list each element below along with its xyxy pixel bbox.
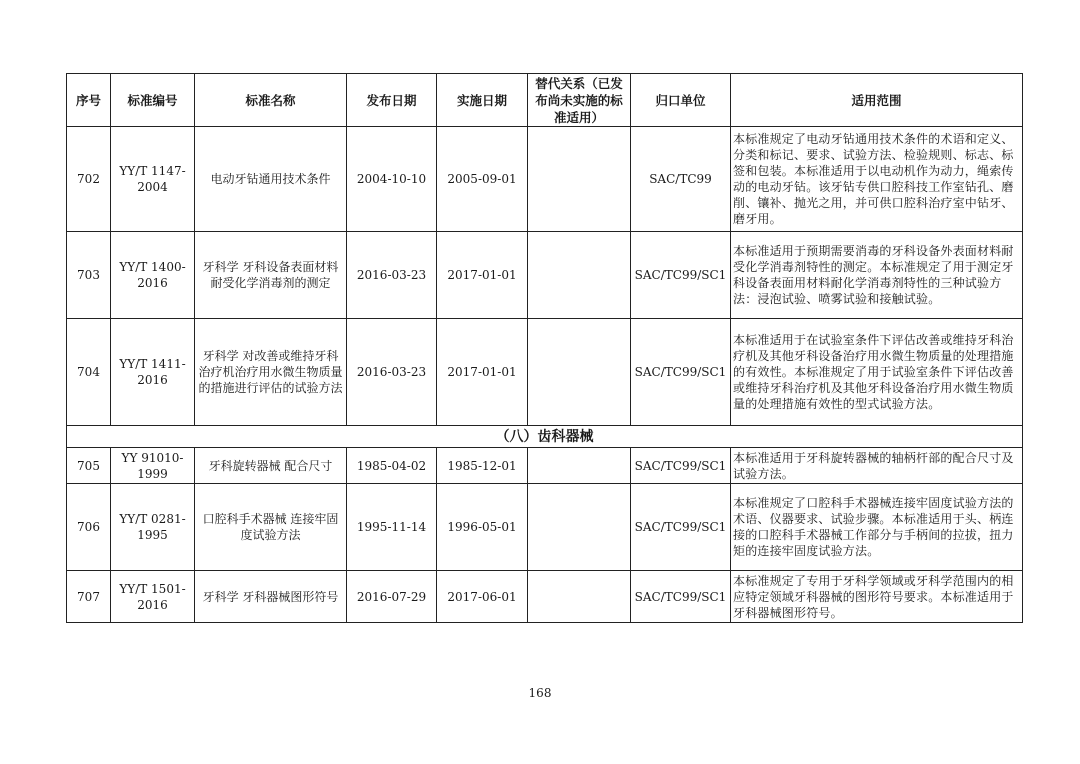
table-row (67, 484, 1023, 571)
cell-name: 牙科学 牙科设备表面材料 耐受化学消毒剂的测定 (195, 232, 347, 319)
cell-code: YY/T 1411-2016 (111, 319, 195, 426)
table-row (67, 127, 1023, 232)
cell-code: YY/T 1400-2016 (111, 232, 195, 319)
cell-scope: 本标准适用于在试验室条件下评估改善或维持牙科治疗机及其他牙科设备治疗用水微生物质量的处理措施的有效性。本标准规定了用于试验室条件下评估改善或维持牙科治疗机及其他牙科设备治疗用水微生物质量的处理措施有效性的型式试验方法。 (731, 319, 1023, 426)
cell-impl-date: 2017-01-01 (437, 232, 528, 319)
header-name: 标准名称 (195, 74, 347, 127)
cell-no: 703 (67, 232, 111, 319)
cell-scope: 本标准规定了专用于牙科学领域或牙科学范围内的相应特定领域牙科器械的图形符号要求。本标准适用于牙科器械图形符号。 (731, 571, 1023, 623)
table-row (67, 232, 1023, 319)
cell-impl-date: 2017-06-01 (437, 571, 528, 623)
header-impl-date: 实施日期 (437, 74, 528, 127)
cell-pub-date: 1985-04-02 (347, 448, 437, 484)
page-number: 168 (528, 686, 552, 700)
cell-pub-date: 1995-11-14 (347, 484, 437, 571)
cell-name: 口腔科手术器械 连接牢固度试验方法 (195, 484, 347, 571)
cell-unit: SAC/TC99 (631, 127, 731, 232)
cell-code: YY 91010-1999 (111, 448, 195, 484)
cell-pub-date: 2016-07-29 (347, 571, 437, 623)
cell-no: 705 (67, 448, 111, 484)
header-pub-date: 发布日期 (347, 74, 437, 127)
cell-name: 牙科学 对改善或维持牙科治疗机治疗用水微生物质量的措施进行评估的试验方法 (195, 319, 347, 426)
cell-no: 706 (67, 484, 111, 571)
cell-unit: SAC/TC99/SC1 (631, 319, 731, 426)
cell-code: YY/T 0281-1995 (111, 484, 195, 571)
cell-scope: 本标准规定了口腔科手术器械连接牢固度试验方法的术语、仪器要求、试验步骤。本标准适用于头、柄连接的口腔科手术器械工作部分与手柄间的拉拔，扭力矩的连接牢固度试验方法。 (731, 484, 1023, 571)
cell-name: 牙科旋转器械 配合尺寸 (195, 448, 347, 484)
header-scope: 适用范围 (731, 74, 1023, 127)
cell-replace (528, 232, 631, 319)
cell-unit: SAC/TC99/SC1 (631, 232, 731, 319)
cell-no: 702 (67, 127, 111, 232)
cell-no: 707 (67, 571, 111, 623)
cell-scope: 本标准适用于预期需要消毒的牙科设备外表面材料耐受化学消毒剂特性的测定。本标准规定了用于测定牙科设备表面用材料耐化学消毒剂特性的三种试验方法：浸泡试验、喷雾试验和接触试验。 (731, 232, 1023, 319)
section-row (67, 426, 1023, 448)
cell-impl-date: 2017-01-01 (437, 319, 528, 426)
cell-replace (528, 484, 631, 571)
cell-impl-date: 1985-12-01 (437, 448, 528, 484)
cell-replace (528, 571, 631, 623)
table-row (67, 571, 1023, 623)
cell-unit: SAC/TC99/SC1 (631, 448, 731, 484)
cell-no: 704 (67, 319, 111, 426)
cell-code: YY/T 1501-2016 (111, 571, 195, 623)
cell-replace (528, 127, 631, 232)
cell-replace (528, 448, 631, 484)
cell-name: 电动牙钻通用技术条件 (195, 127, 347, 232)
cell-pub-date: 2004-10-10 (347, 127, 437, 232)
table-row (67, 319, 1023, 426)
section-title: （八）齿科器械 (67, 426, 1023, 448)
cell-impl-date: 1996-05-01 (437, 484, 528, 571)
header-no: 序号 (67, 74, 111, 127)
cell-pub-date: 2016-03-23 (347, 232, 437, 319)
cell-name: 牙科学 牙科器械图形符号 (195, 571, 347, 623)
cell-pub-date: 2016-03-23 (347, 319, 437, 426)
header-unit: 归口单位 (631, 74, 731, 127)
cell-code: YY/T 1147-2004 (111, 127, 195, 232)
cell-impl-date: 2005-09-01 (437, 127, 528, 232)
cell-unit: SAC/TC99/SC1 (631, 484, 731, 571)
header-replace: 替代关系（已发布尚未实施的标准适用） (528, 74, 631, 127)
table-header-row (67, 74, 1023, 127)
cell-replace (528, 319, 631, 426)
table-row (67, 448, 1023, 484)
header-code: 标准编号 (111, 74, 195, 127)
cell-scope: 本标准适用于牙科旋转器械的轴柄杆部的配合尺寸及试验方法。 (731, 448, 1023, 484)
standards-table (66, 73, 1023, 623)
cell-scope: 本标准规定了电动牙钻通用技术条件的术语和定义、分类和标记、要求、试验方法、检验规则、标志、标签和包装。本标准适用于以电动机作为动力，绳索传动的电动牙钻。该牙钻专供口腔科技工作室钻孔、磨削、镶补、抛光之用，并可供口腔科治疗室中钻牙、磨牙用。 (731, 127, 1023, 232)
cell-unit: SAC/TC99/SC1 (631, 571, 731, 623)
